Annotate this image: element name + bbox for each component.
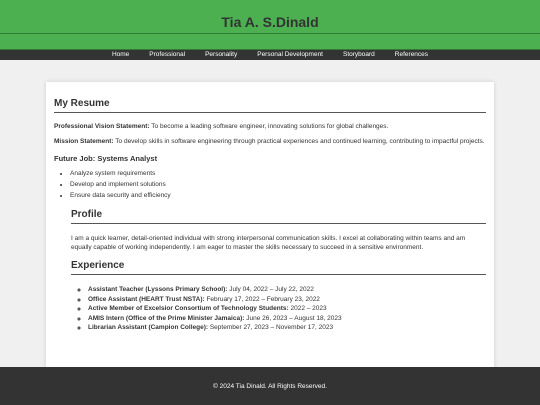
list-item: [88, 295, 486, 305]
resume-card: [46, 82, 494, 372]
experience-role: Active Member of Excelsior Consortium of Technology Students:: [88, 305, 289, 312]
future-job-heading: Future Job: Systems Analyst: [54, 154, 158, 163]
experience-role: Librarian Assistant (Campion College):: [88, 324, 209, 331]
nav-personal-development-link[interactable]: Personal Development: [257, 51, 323, 58]
experience-section: [71, 260, 486, 333]
list-item: • Ensure data security and efficiency: [70, 190, 486, 201]
resume-heading: My Resume: [54, 98, 486, 113]
experience-heading: Experience: [71, 260, 486, 275]
experience-role: Assistant Teacher (Lyssons Primary School):: [88, 286, 228, 293]
site-title: Tia A. S.Dinald: [221, 14, 319, 30]
experience-dates: July 04, 2022 – July 22, 2022: [227, 286, 314, 293]
experience-dates: September 27, 2023 – November 17, 2023: [208, 324, 334, 331]
nav-personality-link[interactable]: Personality: [205, 51, 238, 58]
site-footer: [0, 367, 540, 405]
experience-role: AMIS Intern (Office of the Prime Minister Jamaica):: [88, 314, 245, 322]
footer-copyright: © 2024 Tia Dinald. All Rights Reserved.: [213, 382, 327, 390]
profile-text: I am a quick learner, detail-oriented individual with strong interpersonal communication skills. I excel at collaborating within teams and am equally capable of working independently. I am eager to master the skills necessary to succeed in a sensitive environment.: [71, 235, 466, 251]
future-job-list: [70, 168, 486, 201]
list-item: • Develop and implement solutions: [70, 179, 486, 190]
site-header: [0, 0, 540, 50]
list-item: [88, 314, 486, 324]
vision-label: Professional Vision Statement:: [54, 123, 150, 130]
list-item: • Analyze system requirements: [70, 168, 486, 179]
list-item: [88, 304, 486, 314]
vision-statement: [54, 122, 486, 131]
list-item: [88, 285, 486, 295]
experience-dates: February 17, 2022 – February 23, 2022: [204, 295, 320, 303]
experience-dates: June 26, 2023 – August 18, 2023: [244, 314, 342, 322]
nav-professional-link[interactable]: Professional: [149, 51, 186, 58]
experience-dates: 2022 – 2023: [288, 305, 327, 312]
mission-text: To develop skills in software engineering through practical experiences and continued learning, contributing to impactful projects.: [113, 138, 485, 145]
header-divider: [0, 33, 540, 34]
profile-heading: Profile: [71, 209, 486, 224]
nav-home-link[interactable]: Home: [111, 51, 130, 58]
mission-label: Mission Statement:: [54, 138, 114, 145]
nav-references-link[interactable]: References: [394, 51, 429, 58]
list-item: [88, 323, 486, 333]
profile-section: [71, 209, 486, 252]
experience-list: [88, 285, 486, 333]
experience-role: Office Assistant (HEART Trust NSTA):: [88, 295, 205, 303]
main-nav: [0, 50, 540, 60]
mission-statement: [54, 137, 486, 146]
nav-storyboard-link[interactable]: Storyboard: [343, 51, 375, 58]
vision-text: To become a leading software engineer, innovating solutions for global challenges.: [149, 123, 389, 130]
